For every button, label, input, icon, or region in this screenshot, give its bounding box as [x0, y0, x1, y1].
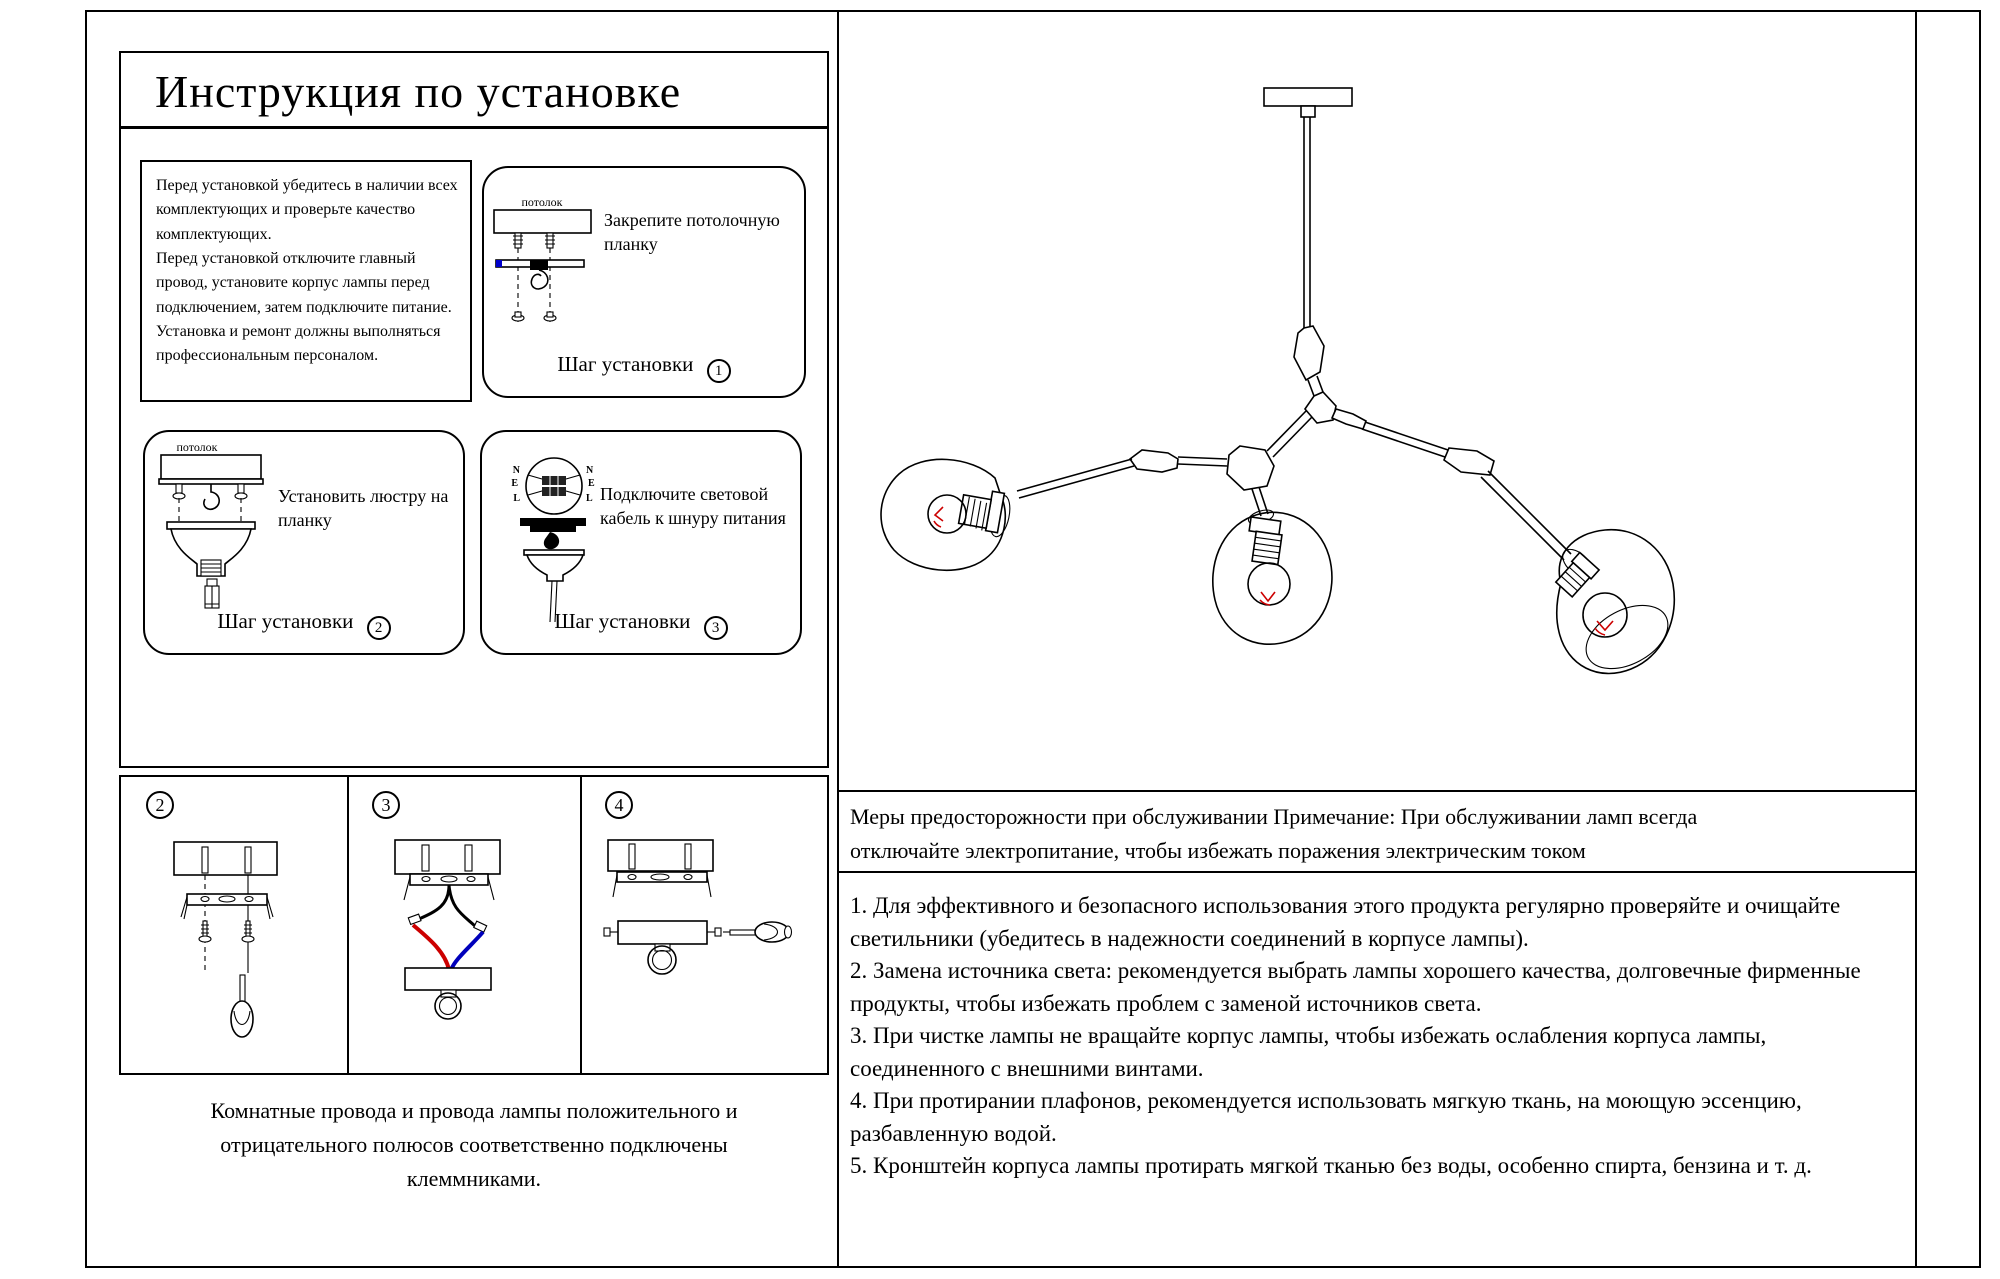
- title-box: [119, 51, 829, 128]
- chandelier-diagram: [837, 10, 1917, 790]
- step-2-label: [145, 609, 463, 641]
- terminal-l-left: L: [513, 493, 520, 504]
- filament: [1597, 621, 1613, 630]
- mount-step-3-number: 3: [372, 791, 400, 819]
- black-wire-right: [449, 885, 475, 926]
- step-3-label: [482, 609, 800, 641]
- warning-text: [142, 162, 470, 369]
- middle-globe: [1213, 507, 1332, 644]
- step-2-box: [143, 430, 465, 655]
- ceiling-mount: [1264, 88, 1352, 328]
- left-globe: [881, 459, 1013, 570]
- step-3-number: 3: [704, 616, 728, 640]
- care-item: 4. При протирании плафонов, рекомендуется использовать мягкую ткань, на моющую эссенцию, разбавленную водой.: [850, 1088, 1802, 1146]
- care-item: 2. Замена источника света: рекомендуется выбрать лампы хорошего качества, долговечные фирменные продукты, чтобы избежать проблем с заменой источников света.: [850, 958, 1861, 1016]
- branch-joints: [1017, 326, 1571, 560]
- screwdriver-shaft: [730, 930, 756, 935]
- step-label-text: Шаг установки: [217, 608, 354, 633]
- wiring-note: Комнатные провода и провода лампы положительного и отрицательного полюсов соответственно подключены клеммниками.: [210, 1098, 738, 1192]
- warning-paragraph: Перед установкой отключите главный провод, установите корпус лампы перед подключением, затем подключите питание.: [156, 249, 452, 316]
- step-label-text: Шаг установки: [554, 608, 691, 633]
- step-2-number: 2: [367, 616, 391, 640]
- page-title: Инструкция по установке: [155, 66, 682, 117]
- mount-step-4-number: 4: [605, 791, 633, 819]
- blue-wire-tip: [496, 260, 502, 267]
- step-1-label: [484, 352, 804, 384]
- mount-step-2-diagram: [121, 777, 347, 1073]
- care-item: 1. Для эффективного и безопасного использования этого продукта регулярно проверяйте и очищайте светильники (убедитесь в надежности соединений в корпусе лампы).: [850, 893, 1841, 951]
- right-globe: [1554, 530, 1678, 682]
- warning-paragraph: Установка и ремонт должны выполняться профессиональным персоналом.: [156, 322, 441, 365]
- hook-silhouette: [544, 532, 559, 549]
- screwdriver-handle: [755, 922, 789, 942]
- ceiling-plate-diagram: [488, 194, 598, 344]
- black-wire-left: [419, 885, 449, 919]
- filament: [1261, 592, 1275, 601]
- canopy-bell: [527, 555, 583, 581]
- step-3-box: [480, 430, 802, 655]
- screwdriver-shaft: [240, 975, 245, 1003]
- safety-note: Меры предосторожности при обслуживании Примечание: При обслуживании ламп всегда отключайте электропитание, чтобы избежать поражения электрическим током: [850, 804, 1698, 863]
- care-instructions: [850, 890, 1895, 1183]
- terminal-e-right: E: [588, 478, 595, 489]
- hook-curve: [204, 484, 219, 509]
- section-divider: [837, 871, 1917, 873]
- step-2-caption: Установить люстру на планку: [278, 486, 449, 531]
- step-label-text: Шаг установки: [557, 351, 694, 376]
- screwdriver-handle: [231, 1001, 253, 1037]
- section-divider: [837, 790, 1917, 792]
- canopy-mount-diagram: [149, 438, 274, 628]
- step-1-box: [482, 166, 806, 398]
- mount-sequence-panel: [119, 775, 829, 1075]
- care-item: 3. При чистке лампы не вращайте корпус лампы, чтобы избежать ослабления корпуса лампы, соединенного с внешними винтами.: [850, 1023, 1767, 1081]
- mount-step-2-number: 2: [146, 791, 174, 819]
- step-1-number: 1: [707, 359, 731, 383]
- step-3-caption: Подключите световой кабель к шнуру питания: [600, 484, 786, 529]
- red-wire: [413, 925, 449, 970]
- ceiling-label: потолок: [521, 195, 563, 209]
- mount-step-4-diagram: [580, 777, 827, 1073]
- step-1-caption: Закрепите потолочную планку: [604, 210, 780, 255]
- ceiling-label: потолок: [176, 440, 218, 454]
- blue-wire: [451, 932, 483, 970]
- wire-connection-diagram: [490, 446, 620, 626]
- care-item: 5. Кронштейн корпуса лампы протирать мягкой тканью без воды, особенно спирта, бензина и т. д.: [850, 1153, 1812, 1178]
- mount-step-3-diagram: [347, 777, 580, 1073]
- terminal-n-left: N: [512, 465, 520, 476]
- terminal-e-left: E: [511, 478, 518, 489]
- terminal-n-right: N: [586, 465, 594, 476]
- terminal-l-right: L: [586, 493, 593, 504]
- warning-paragraph: Перед установкой убедитесь в наличии всех комплектующих и проверьте качество комплектующих.: [156, 177, 458, 243]
- warning-box: [140, 160, 472, 402]
- hook-curve: [531, 270, 548, 289]
- filament: [935, 507, 943, 521]
